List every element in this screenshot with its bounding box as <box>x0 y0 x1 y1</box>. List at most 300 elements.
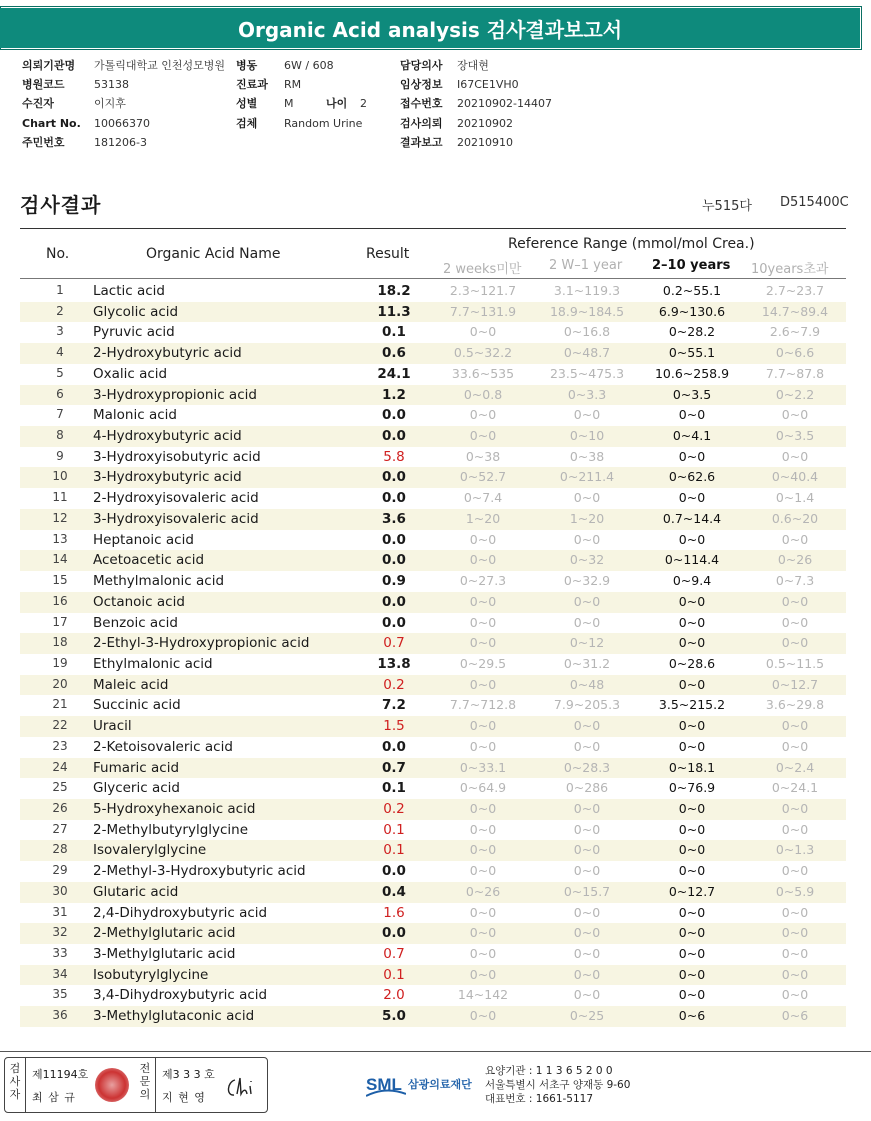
range-over-10y: 0.5~11.5 <box>765 655 825 671</box>
info-label: Chart No. <box>22 116 81 130</box>
table-row <box>20 965 846 986</box>
acid-name: Glycolic acid <box>93 303 179 320</box>
range-over-10y: 3.6~29.8 <box>765 697 825 713</box>
acid-name: Oxalic acid <box>93 365 168 382</box>
range-2w-1y: 0~0 <box>573 407 601 423</box>
range-under-2-weeks: 0~0 <box>469 635 497 651</box>
result-value: 0.0 <box>382 593 406 610</box>
range-under-2-weeks: 0~29.5 <box>459 655 507 671</box>
range-2-10y: 0~0 <box>678 987 706 1003</box>
result-value: 3.6 <box>382 510 406 527</box>
result-value: 0.0 <box>382 614 406 631</box>
range-over-10y: 0~0 <box>781 987 809 1003</box>
range-2-10y: 0~0 <box>678 676 706 692</box>
result-value: 0.1 <box>383 966 405 983</box>
info-value: 6W / 608 <box>284 59 334 72</box>
row-number: 24 <box>52 759 68 774</box>
code-1: 누515다 <box>702 199 752 214</box>
table-row <box>20 944 846 965</box>
range-header-4: 10years초과 <box>751 262 829 277</box>
tester-license: 제11194호 <box>32 1068 89 1081</box>
row-number: 19 <box>52 655 68 670</box>
range-under-2-weeks: 0~0 <box>469 925 497 941</box>
range-over-10y: 0~2.2 <box>775 386 815 402</box>
range-under-2-weeks: 0~0 <box>469 821 497 837</box>
range-2w-1y: 0~31.2 <box>563 655 611 671</box>
row-number: 27 <box>52 821 68 836</box>
col-header-result: Result <box>366 246 410 262</box>
range-under-2-weeks: 0~0 <box>469 407 497 423</box>
row-number: 2 <box>56 303 64 318</box>
range-2w-1y: 0~16.8 <box>563 324 611 340</box>
result-value: 7.2 <box>382 697 406 714</box>
acid-name: Lactic acid <box>93 283 165 299</box>
range-2-10y: 0~28.2 <box>668 324 716 340</box>
range-2-10y: 0~0 <box>678 946 706 961</box>
result-value: 0.7 <box>383 635 405 652</box>
range-2w-1y: 0~0 <box>573 904 601 920</box>
range-under-2-weeks: 0~38 <box>465 448 501 464</box>
result-value: 0.2 <box>383 800 405 817</box>
info-label: 성별 <box>236 97 258 111</box>
range-2-10y: 0~0 <box>678 448 706 464</box>
range-over-10y: 7.7~87.8 <box>765 365 825 381</box>
range-2w-1y: 0~38 <box>569 448 605 464</box>
table-row <box>20 903 846 924</box>
info-value: 가톨릭대학교 인천성모병원 <box>94 59 226 72</box>
row-number: 22 <box>52 718 68 733</box>
result-value: 0.1 <box>382 324 406 341</box>
range-under-2-weeks: 14~142 <box>457 987 509 1003</box>
row-number: 9 <box>56 448 64 463</box>
range-over-10y: 2.7~23.7 <box>765 283 825 298</box>
acid-name: 2-Ketoisovaleric acid <box>93 738 233 755</box>
range-2-10y: 10.6~258.9 <box>654 365 730 381</box>
table-row <box>20 985 846 1006</box>
range-2-10y: 0~0 <box>678 904 706 920</box>
col-header-reference: Reference Range (mmol/mol Crea.) <box>508 236 755 252</box>
range-over-10y: 0~1.3 <box>775 842 815 858</box>
range-2w-1y: 0~0 <box>573 593 601 609</box>
row-number: 21 <box>52 697 68 712</box>
range-2w-1y: 18.9~184.5 <box>549 303 625 319</box>
range-under-2-weeks: 0~0 <box>469 863 497 879</box>
row-number: 20 <box>52 676 68 691</box>
range-2-10y: 0.2~55.1 <box>662 283 722 298</box>
result-value: 0.0 <box>382 469 406 486</box>
row-number: 11 <box>52 490 68 505</box>
row-number: 14 <box>52 552 68 567</box>
result-value: 11.3 <box>377 303 411 320</box>
specialist-label: 전문의 <box>139 1062 151 1101</box>
range-2w-1y: 0~0 <box>573 718 601 734</box>
range-2-10y: 0~0 <box>678 531 706 547</box>
range-2w-1y: 0~0 <box>573 821 601 837</box>
range-2w-1y: 0~10 <box>569 428 605 444</box>
result-value: 0.0 <box>382 863 406 880</box>
info-label: 진료과 <box>236 78 268 92</box>
acid-name: Uracil <box>93 718 132 735</box>
row-number: 15 <box>52 573 68 588</box>
info-value: Random Urine <box>284 116 363 130</box>
range-over-10y: 0~0 <box>781 448 809 464</box>
range-2-10y: 0~6 <box>678 1008 706 1024</box>
range-under-2-weeks: 0~0 <box>469 800 497 816</box>
signature-box <box>4 1057 268 1113</box>
acid-name: 2-Methylglutaric acid <box>93 925 236 942</box>
col-header-no: No. <box>46 246 70 262</box>
table-row <box>20 695 846 716</box>
table-row <box>20 737 846 758</box>
info-label: 접수번호 <box>400 97 443 111</box>
row-number: 31 <box>52 904 68 919</box>
info-value: 53138 <box>94 78 129 92</box>
acid-name: Methylmalonic acid <box>93 573 225 590</box>
range-2-10y: 0~0 <box>678 821 706 837</box>
range-over-10y: 0~5.9 <box>775 883 815 899</box>
contact-line: 요양기관 : 1 1 3 6 5 2 0 0 <box>485 1065 613 1077</box>
tester-name: 최 삼 규 <box>32 1091 76 1104</box>
table-row <box>20 571 846 592</box>
result-value: 0.0 <box>382 428 406 445</box>
range-over-10y: 0~6.6 <box>775 345 815 361</box>
range-2w-1y: 0~0 <box>573 966 601 982</box>
acid-name: 2-Hydroxyisovaleric acid <box>93 490 259 507</box>
age-label: 나이 <box>326 97 348 111</box>
acid-name: Acetoacetic acid <box>93 552 205 569</box>
range-over-10y: 0~0 <box>781 738 809 754</box>
table-header-rule <box>20 278 846 279</box>
row-number: 6 <box>56 386 64 401</box>
info-value: 20210902 <box>457 116 513 130</box>
result-value: 0.1 <box>383 842 405 859</box>
range-2-10y: 0~0 <box>678 863 706 879</box>
acid-name: 2,4-Dihydroxybutyric acid <box>93 904 268 921</box>
range-under-2-weeks: 0~0 <box>469 676 497 692</box>
range-over-10y: 0~0 <box>781 635 809 651</box>
range-2-10y: 0~18.1 <box>668 759 716 775</box>
acid-name: Isobutyrylglycine <box>93 966 209 983</box>
result-value: 0.6 <box>382 345 406 362</box>
range-2w-1y: 0~15.7 <box>563 883 611 899</box>
row-number: 5 <box>56 365 64 380</box>
range-2-10y: 0~0 <box>678 966 706 982</box>
result-value: 0.0 <box>382 925 406 942</box>
range-over-10y: 14.7~89.4 <box>761 303 829 319</box>
acid-name: Malonic acid <box>93 407 177 424</box>
row-number: 33 <box>52 946 68 960</box>
info-value: 10066370 <box>94 116 150 130</box>
row-number: 18 <box>52 635 68 650</box>
range-over-10y: 0~0 <box>781 593 809 609</box>
row-number: 3 <box>56 324 64 339</box>
table-row <box>20 592 846 613</box>
range-2-10y: 0.7~14.4 <box>662 510 722 526</box>
result-value: 1.2 <box>382 386 406 403</box>
range-over-10y: 2.6~7.9 <box>769 324 821 340</box>
svg-text:SML: SML <box>366 1075 402 1094</box>
table-row <box>20 820 846 841</box>
range-2w-1y: 0~0 <box>573 842 601 858</box>
result-value: 0.0 <box>382 490 406 507</box>
range-under-2-weeks: 0~0 <box>469 531 497 547</box>
range-over-10y: 0~2.4 <box>775 759 815 775</box>
acid-name: 4-Hydroxybutyric acid <box>93 428 242 445</box>
report-title: Organic Acid analysis 검사결과보고서 <box>0 8 860 48</box>
row-number: 30 <box>52 883 68 898</box>
table-row <box>20 716 846 737</box>
acid-name: Benzoic acid <box>93 614 178 631</box>
info-value: 장대현 <box>457 59 489 72</box>
result-value: 0.4 <box>382 883 406 900</box>
result-value: 24.1 <box>377 365 411 382</box>
acid-name: Heptanoic acid <box>93 531 194 548</box>
acid-name: Succinic acid <box>93 697 181 714</box>
table-row <box>20 302 846 323</box>
range-under-2-weeks: 0~0 <box>469 593 497 609</box>
seal-stamp <box>95 1068 129 1102</box>
range-2w-1y: 23.5~475.3 <box>549 365 625 381</box>
table-row <box>20 654 846 675</box>
contact-line: 서울특별시 서초구 양재동 9-60 <box>485 1079 631 1091</box>
range-2w-1y: 0~3.3 <box>567 386 607 402</box>
range-under-2-weeks: 0~0 <box>469 946 497 961</box>
range-over-10y: 0~0 <box>781 946 809 961</box>
section-title: 검사결과 <box>20 193 102 217</box>
acid-name: 3-Methylglutaconic acid <box>93 1008 255 1025</box>
range-under-2-weeks: 33.6~535 <box>451 365 515 381</box>
range-header-3: 2–10 years <box>652 258 731 273</box>
result-value: 0.1 <box>383 821 405 838</box>
range-over-10y: 0~0 <box>781 800 809 816</box>
range-under-2-weeks: 0~0 <box>469 738 497 754</box>
table-row <box>20 613 846 634</box>
result-value: 0.0 <box>382 531 406 548</box>
range-under-2-weeks: 0~52.7 <box>459 469 507 485</box>
row-number: 4 <box>56 345 64 360</box>
specialist-license: 제3 3 3 호 <box>162 1068 215 1081</box>
result-value: 5.0 <box>382 1008 406 1025</box>
result-value: 1.5 <box>383 718 405 735</box>
range-2w-1y: 3.1~119.3 <box>553 283 621 298</box>
acid-name: Ethylmalonic acid <box>93 655 213 672</box>
range-under-2-weeks: 0~0 <box>469 966 497 982</box>
range-2w-1y: 7.9~205.3 <box>553 697 621 713</box>
row-number: 13 <box>52 531 68 546</box>
row-number: 25 <box>52 780 68 795</box>
range-over-10y: 0~0 <box>781 925 809 941</box>
result-value: 0.1 <box>382 780 406 797</box>
range-2-10y: 0~0 <box>678 635 706 651</box>
table-row <box>20 882 846 903</box>
range-over-10y: 0~0 <box>781 863 809 879</box>
range-under-2-weeks: 0~0 <box>469 428 497 444</box>
info-label: 병동 <box>236 59 258 72</box>
acid-name: 3-Hydroxypropionic acid <box>93 386 257 403</box>
result-value: 0.7 <box>383 946 405 962</box>
info-label: 담당의사 <box>400 59 443 72</box>
info-label: 검체 <box>236 116 258 130</box>
range-under-2-weeks: 0~7.4 <box>463 490 503 506</box>
row-number: 1 <box>56 283 64 297</box>
info-value: I67CE1VH0 <box>457 78 519 92</box>
range-over-10y: 0~7.3 <box>775 573 815 589</box>
range-under-2-weeks: 0.5~32.2 <box>453 345 513 361</box>
acid-name: Glyceric acid <box>93 780 180 797</box>
result-value: 0.2 <box>383 676 405 693</box>
range-2w-1y: 0~48 <box>569 676 605 692</box>
table-row <box>20 385 846 406</box>
range-over-10y: 0~0 <box>781 614 809 630</box>
range-under-2-weeks: 0~0 <box>469 614 497 630</box>
range-2w-1y: 1~20 <box>569 510 605 526</box>
result-value: 2.0 <box>383 987 405 1004</box>
info-col3 <box>400 56 552 152</box>
range-2w-1y: 0~48.7 <box>563 345 611 361</box>
row-number: 28 <box>52 842 68 857</box>
range-over-10y: 0~3.5 <box>775 428 815 444</box>
result-value: 0.0 <box>382 552 406 569</box>
table-row <box>20 343 846 364</box>
range-under-2-weeks: 7.7~712.8 <box>449 697 517 713</box>
acid-name: 3-Hydroxyisovaleric acid <box>93 510 259 527</box>
range-over-10y: 0~0 <box>781 904 809 920</box>
result-value: 0.7 <box>382 759 406 776</box>
acid-name: 5-Hydroxyhexanoic acid <box>93 800 256 817</box>
contact-block <box>485 1064 630 1106</box>
range-2-10y: 0~55.1 <box>668 345 716 361</box>
info-value: 이지후 <box>94 97 126 111</box>
range-2-10y: 0~76.9 <box>668 780 716 796</box>
acid-name: 2-Hydroxybutyric acid <box>93 345 242 362</box>
row-number: 23 <box>52 738 68 753</box>
range-2w-1y: 0~0 <box>573 490 601 506</box>
row-number: 8 <box>56 428 64 443</box>
range-2w-1y: 0~0 <box>573 925 601 941</box>
info-label: 수진자 <box>22 97 54 111</box>
range-under-2-weeks: 0~64.9 <box>459 780 507 796</box>
range-under-2-weeks: 0~33.1 <box>459 759 507 775</box>
table-row <box>20 840 846 861</box>
range-over-10y: 0~0 <box>781 966 809 982</box>
range-over-10y: 0~0 <box>781 531 809 547</box>
result-value: 13.8 <box>377 655 411 672</box>
info-col2 <box>236 56 367 133</box>
range-over-10y: 0~6 <box>781 1008 809 1024</box>
range-under-2-weeks: 7.7~131.9 <box>449 303 517 319</box>
table-top-rule <box>20 228 846 229</box>
acid-name: 3,4-Dihydroxybutyric acid <box>93 987 268 1004</box>
range-under-2-weeks: 0~0 <box>469 904 497 920</box>
info-label: 검사의뢰 <box>400 116 443 130</box>
table-row <box>20 467 846 488</box>
range-2-10y: 0~0 <box>678 593 706 609</box>
range-under-2-weeks: 0~0 <box>469 552 497 568</box>
result-value: 0.0 <box>382 407 406 424</box>
table-row <box>20 488 846 509</box>
row-number: 16 <box>52 593 68 608</box>
range-header-2: 2 W–1 year <box>549 258 623 273</box>
row-number: 35 <box>52 987 68 1002</box>
range-2-10y: 3.5~215.2 <box>658 697 726 713</box>
info-label: 결과보고 <box>400 135 443 149</box>
range-under-2-weeks: 0~0 <box>469 1008 497 1024</box>
range-under-2-weeks: 0~0 <box>469 324 497 340</box>
range-under-2-weeks: 2.3~121.7 <box>449 283 517 298</box>
range-2-10y: 0~4.1 <box>672 428 712 444</box>
range-over-10y: 0~0 <box>781 718 809 734</box>
table-row <box>20 530 846 551</box>
table-row <box>20 799 846 820</box>
row-number: 12 <box>52 510 68 525</box>
table-row <box>20 633 846 654</box>
acid-name: Glutaric acid <box>93 883 179 900</box>
table-row <box>20 550 846 571</box>
range-2w-1y: 0~28.3 <box>563 759 611 775</box>
range-2-10y: 0~3.5 <box>672 386 712 402</box>
row-number: 36 <box>52 1008 68 1023</box>
range-2w-1y: 0~211.4 <box>559 469 615 485</box>
table-row <box>20 923 846 944</box>
table-row <box>20 509 846 530</box>
range-2-10y: 0~28.6 <box>668 655 716 671</box>
acid-name: 2-Methyl-3-Hydroxybutyric acid <box>93 863 306 880</box>
info-value: RM <box>284 78 302 92</box>
range-over-10y: 0~0 <box>781 821 809 837</box>
acid-name: Isovalerylglycine <box>93 842 207 859</box>
table-row <box>20 405 846 426</box>
info-value: M <box>284 97 294 111</box>
range-2w-1y: 0~25 <box>569 1008 605 1024</box>
range-2-10y: 0~12.7 <box>668 883 716 899</box>
range-under-2-weeks: 0~0.8 <box>463 386 503 402</box>
range-2-10y: 0~114.4 <box>664 552 720 568</box>
table-row <box>20 778 846 799</box>
info-label: 임상정보 <box>400 78 443 92</box>
range-2-10y: 0~0 <box>678 718 706 734</box>
sml-logo-icon <box>366 1072 406 1102</box>
range-over-10y: 0~24.1 <box>771 780 819 796</box>
range-2w-1y: 0~0 <box>573 614 601 630</box>
col-header-name: Organic Acid Name <box>146 246 281 262</box>
result-value: 5.8 <box>383 448 405 465</box>
range-over-10y: 0~26 <box>777 552 813 568</box>
row-number: 26 <box>52 800 68 815</box>
info-col1 <box>22 56 225 152</box>
range-2-10y: 0~62.6 <box>668 469 716 485</box>
range-2w-1y: 0~32 <box>569 552 605 568</box>
table-row <box>20 426 846 447</box>
range-2-10y: 6.9~130.6 <box>658 303 726 319</box>
acid-name: Maleic acid <box>93 676 169 693</box>
acid-name: 2-Ethyl-3-Hydroxypropionic acid <box>93 635 310 652</box>
range-under-2-weeks: 0~0 <box>469 842 497 858</box>
table-row <box>20 861 846 882</box>
info-value: 20210910 <box>457 135 513 149</box>
info-label: 병원코드 <box>22 78 65 92</box>
range-2w-1y: 0~32.9 <box>563 573 611 589</box>
range-under-2-weeks: 0~27.3 <box>459 573 507 589</box>
age-value: 2 <box>360 97 367 111</box>
row-number: 34 <box>52 966 68 981</box>
table-row <box>20 1006 846 1027</box>
row-number: 10 <box>52 469 68 484</box>
code-2: D515400C <box>780 195 849 210</box>
acid-name: 2-Methylbutyrylglycine <box>93 821 249 838</box>
range-over-10y: 0.6~20 <box>771 510 819 526</box>
range-over-10y: 0~0 <box>781 407 809 423</box>
table-row <box>20 675 846 696</box>
